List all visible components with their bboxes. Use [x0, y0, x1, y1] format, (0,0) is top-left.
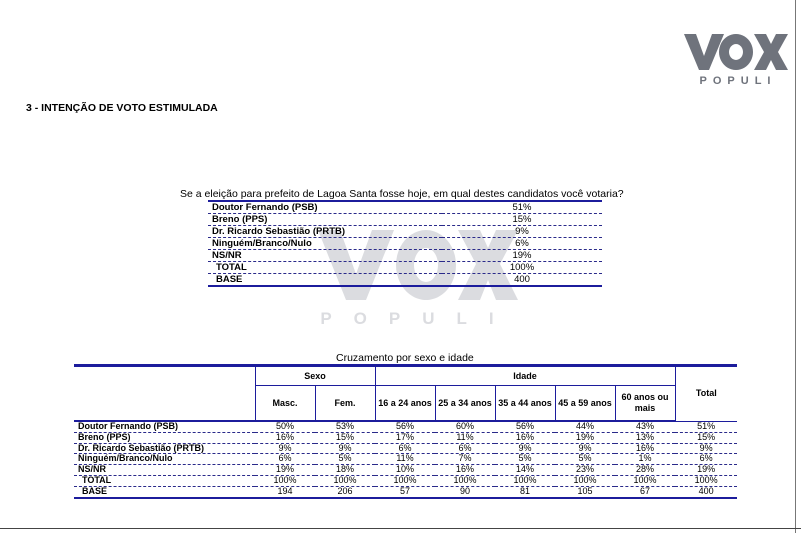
cell-value: 5%: [555, 454, 615, 465]
cell-value: 53%: [315, 421, 375, 432]
summary-table: [208, 200, 602, 287]
row-label: BASE: [74, 486, 255, 497]
cell-value: 10%: [375, 465, 435, 476]
row-label: BASE: [208, 274, 442, 287]
col-header: 45 a 59 anos: [555, 386, 615, 422]
row-label: Doutor Fernando (PSB): [74, 421, 255, 432]
cell-value: 56%: [375, 421, 435, 432]
page-border-bottom: [0, 528, 801, 529]
header-sexo: Sexo: [255, 366, 375, 386]
cell-value: 100%: [495, 475, 555, 486]
cell-value: 44%: [555, 421, 615, 432]
table-row: [74, 486, 737, 497]
cell-value: 6%: [435, 443, 495, 454]
table-row: [74, 432, 737, 443]
cell-value: 14%: [495, 465, 555, 476]
row-label: Dr. Ricardo Sebastião (PRTB): [208, 226, 442, 238]
cell-value: 43%: [615, 421, 675, 432]
cell-value: 9%: [555, 443, 615, 454]
cell-value: 16%: [495, 432, 555, 443]
cell-value: 1%: [615, 454, 675, 465]
table-row: [208, 238, 602, 250]
cell-value: 6%: [375, 443, 435, 454]
cell-value: 206: [315, 486, 375, 497]
row-label: Doutor Fernando (PSB): [208, 201, 442, 214]
cell-value: 400: [675, 486, 737, 497]
cell-value: 15%: [315, 432, 375, 443]
col-header: 35 a 44 anos: [495, 386, 555, 422]
watermark-sub: POPULI: [320, 309, 516, 328]
cell-value: 100%: [555, 475, 615, 486]
col-header: 16 a 24 anos: [375, 386, 435, 422]
table-row: [74, 454, 737, 465]
cell-value: 16%: [255, 432, 315, 443]
table-row: [74, 443, 737, 454]
row-label: TOTAL: [208, 262, 442, 274]
cell-value: 100%: [375, 475, 435, 486]
cell-value: 18%: [315, 465, 375, 476]
row-label: Dr. Ricardo Sebastião (PRTB): [74, 443, 255, 454]
question-text: Se a eleição para prefeito de Lagoa Santa fosse hoje, em qual destes candidatos você votaria?: [180, 188, 624, 200]
col-header: Fem.: [315, 386, 375, 422]
row-value: 400: [442, 274, 602, 287]
cell-value: 6%: [255, 454, 315, 465]
cell-value: 19%: [555, 432, 615, 443]
cell-value: 81: [495, 486, 555, 497]
table-row: [208, 226, 602, 238]
cell-value: 90: [435, 486, 495, 497]
col-header: 60 anos ou mais: [615, 386, 675, 422]
row-value: 15%: [442, 214, 602, 226]
cell-value: 15%: [675, 432, 737, 443]
row-label: Breno (PPS): [74, 432, 255, 443]
vox-populi-logo: [682, 30, 792, 90]
cell-value: 9%: [255, 443, 315, 454]
cell-value: 19%: [675, 465, 737, 476]
col-header: 25 a 34 anos: [435, 386, 495, 422]
table-row: [208, 274, 602, 287]
cell-value: 57: [375, 486, 435, 497]
table-row: [74, 421, 737, 432]
cell-value: 6%: [675, 454, 737, 465]
cell-value: 5%: [495, 454, 555, 465]
cell-value: 28%: [615, 465, 675, 476]
cell-value: 60%: [435, 421, 495, 432]
cell-value: 194: [255, 486, 315, 497]
header-blank: [74, 366, 255, 422]
cell-value: 9%: [315, 443, 375, 454]
table-row: [208, 201, 602, 214]
table-row: [208, 214, 602, 226]
cell-value: 56%: [495, 421, 555, 432]
cell-value: 100%: [675, 475, 737, 486]
header-row-groups: [74, 366, 737, 386]
cell-value: 105: [555, 486, 615, 497]
cross-table-title: Cruzamento por sexo e idade: [336, 352, 474, 364]
cell-value: 16%: [615, 443, 675, 454]
section-title: 3 - INTENÇÃO DE VOTO ESTIMULADA: [26, 102, 218, 114]
cell-value: 7%: [435, 454, 495, 465]
page-border-right: [795, 0, 796, 533]
cell-value: 19%: [255, 465, 315, 476]
row-label: Breno (PPS): [208, 214, 442, 226]
row-label: Ninguém/Branco/Nulo: [74, 454, 255, 465]
table-row: [74, 465, 737, 476]
row-value: 100%: [442, 262, 602, 274]
cell-value: 100%: [255, 475, 315, 486]
row-label: NS/NR: [208, 250, 442, 262]
cell-value: 51%: [675, 421, 737, 432]
row-value: 9%: [442, 226, 602, 238]
cell-value: 23%: [555, 465, 615, 476]
header-total: Total: [675, 366, 737, 422]
cross-table: [74, 364, 737, 499]
row-label: NS/NR: [74, 465, 255, 476]
cell-value: 100%: [315, 475, 375, 486]
cell-value: 16%: [435, 465, 495, 476]
cell-value: 11%: [435, 432, 495, 443]
brand-sub: POPULI: [699, 75, 777, 87]
table-row: [74, 475, 737, 486]
table-row: [208, 250, 602, 262]
cell-value: 50%: [255, 421, 315, 432]
row-value: 19%: [442, 250, 602, 262]
cell-value: 67: [615, 486, 675, 497]
table-row: [208, 262, 602, 274]
col-header: Masc.: [255, 386, 315, 422]
cell-value: 13%: [615, 432, 675, 443]
cell-value: 9%: [675, 443, 737, 454]
cell-value: 9%: [495, 443, 555, 454]
row-value: 51%: [442, 201, 602, 214]
header-idade: Idade: [375, 366, 675, 386]
cell-value: 17%: [375, 432, 435, 443]
row-value: 6%: [442, 238, 602, 250]
row-label: TOTAL: [74, 475, 255, 486]
cell-value: 100%: [615, 475, 675, 486]
cell-value: 5%: [315, 454, 375, 465]
cell-value: 11%: [375, 454, 435, 465]
cell-value: 100%: [435, 475, 495, 486]
row-label: Ninguém/Branco/Nulo: [208, 238, 442, 250]
